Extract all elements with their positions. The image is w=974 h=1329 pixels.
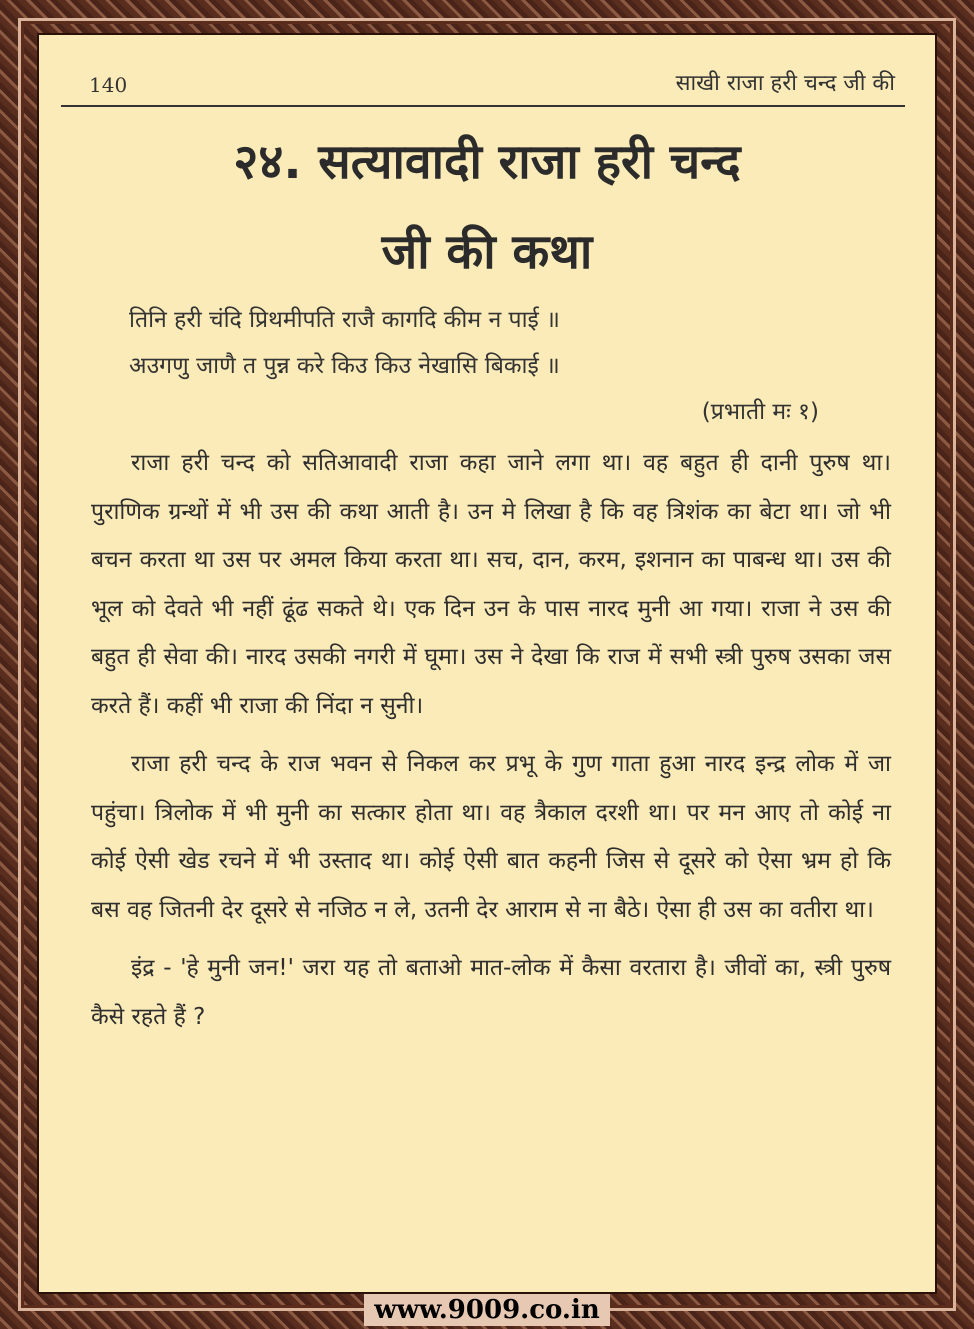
header-rule [61, 105, 905, 107]
footer-bar [0, 1294, 974, 1329]
chapter-title-line-2: जी की कथा [381, 224, 593, 280]
chapter-title-line-1: २४. सत्यावादी राजा हरी चन्द [233, 134, 741, 190]
paragraph-2: राजा हरी चन्द के राज भवन से निकल कर प्रभू के गुण गाता हुआ नारद इन्द्र लोक में जा पहुंचा। त्रिलोक में भी मुनी का सत्कार होता था। वह त्रैकाल दरशी था। पर मन आए तो कोई ना कोई ऐसी खेड रचने में भी उस्ताद था। कोई ऐसी बात कहनी जिस से दूसरे को ऐसा भ्रम हो कि बस वह जितनी देर दूसरे से नजिठ न ले, उतनी देर आराम से ना बैठे। ऐसा ही उस का वतीरा था। [91, 751, 891, 923]
story-text [91, 439, 891, 1051]
chapter-title [39, 117, 935, 297]
verse-line-2: अउगणु जाणै त पुन्न करे किउ किउ नेखासि बिकाई ॥ [129, 353, 560, 379]
page-number: 140 [89, 73, 128, 97]
book-page [37, 33, 937, 1294]
site-url[interactable]: www.9009.co.in [364, 1294, 610, 1326]
verse-line-1: तिनि हरी चंदि प्रिथमीपति राजै कागदि कीम न पाई ॥ [129, 307, 560, 333]
scripture-verse [129, 297, 829, 435]
paragraph-1: राजा हरी चन्द को सतिआवादी राजा कहा जाने लगा था। वह बहुत ही दानी पुरुष था। पुराणिक ग्रन्थों में भी उस की कथा आती है। उन मे लिखा है कि वह त्रिशंक का बेटा था। जो भी बचन करता था उस पर अमल किया करता था। सच, दान, करम, इशनान का पाबन्ध था। उस की भूल को देवते भी नहीं ढूंढ सकते थे। एक दिन उन के पास नारद मुनी आ गया। राजा ने उस की बहुत ही सेवा की। नारद उसकी नगरी में घूमा। उस ने देखा कि राज में सभी स्त्री पुरुष उसका जस करते हैं। कहीं भी राजा की निंदा न सुनी। [91, 450, 891, 719]
paragraph-3: इंद्र - 'हे मुनी जन!' जरा यह तो बताओ मात-लोक में कैसा वरतारा है। जीवों का, स्त्री पुरुष कैसे रहते हैं ? [91, 955, 891, 1030]
verse-source: (प्रभाती मः १) [701, 399, 819, 425]
running-head: साखी राजा हरी चन्द जी की [675, 71, 895, 96]
